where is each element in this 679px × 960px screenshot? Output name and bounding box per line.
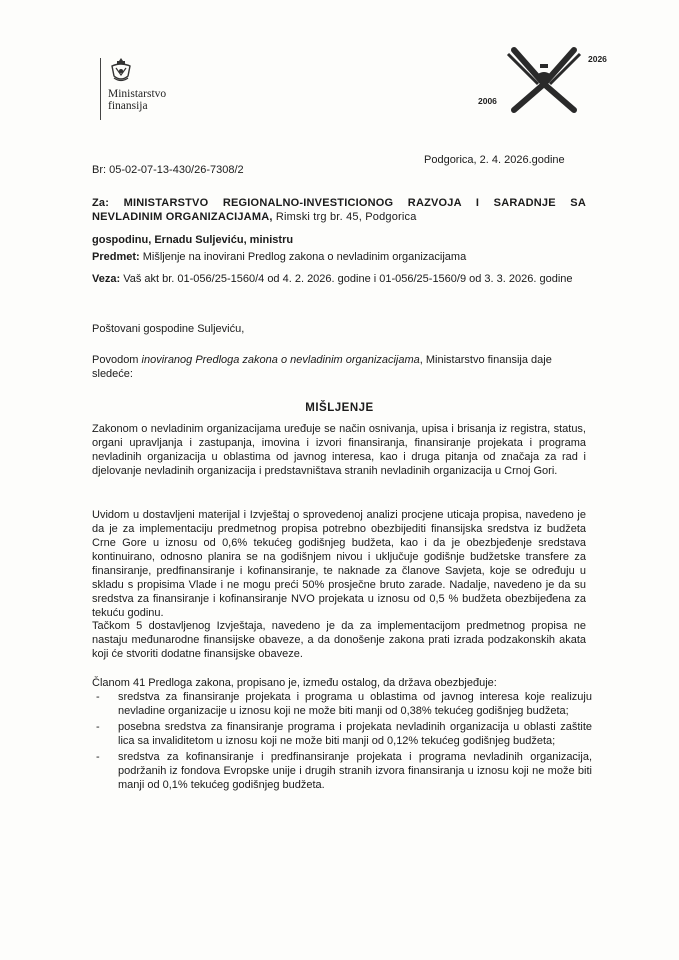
paragraph-3: Tačkom 5 dostavljenog Izvještaja, navedeno je da za implementacijom predmetnog propisa ne nastaju međunarodne finansijske obaveze, a da donošenje zakona prati izrada podzakonskih akata koji će stvoriti dodatne finansijske obaveze. — [92, 620, 586, 660]
subject-line — [92, 250, 586, 264]
bullet-text: sredstva za finansiranje projekata i programa u oblastima od javnog interesa koje realizuju nevladine organizacije u iznosu koji ne može biti manji od 0,38% tekućeg godišnjeg budžeta; — [118, 691, 592, 717]
bullet-marker: - — [96, 751, 100, 763]
bullet-text: posebna sredstva za finansiranje programa i projekata nevladinih organizacija u oblasti zaštite lica sa invaliditetom u iznosu koji ne može biti manji od 0,12% tekućeg godišnjeg budžeta; — [118, 721, 592, 747]
list-item — [92, 750, 592, 792]
list-item — [92, 690, 592, 718]
paragraph-2: Uvidom u dostavljeni materijal i Izvještaj o sprovedenoj analizi procjene uticaja propisa, navedeno je da je za implementaciju predmetnog propisa potrebno obezbijediti finansijska sredstva iz budžeta Crne Gore u iznosu od 0,6% tekućeg godišnjeg budžeta, kao i da je obezbjeđenje sredstava kontinuirano, odnosno planira se na godišnjem nivou i uključuje godišnje budžetske transfere za finansiranje, predfinansiranje i kofinansiranje, te naknade za članove Savjeta, koje se određuju u skladu s propisima Vlade i ne mogu preći 50% prosječne bruto zarade. Nadalje, navedeno je da su sredstva za finansiranje i kofinansiranje NVO projekata u iznosu od 0,5 % budžeta obezbijeđena za tekuću godinu. — [92, 509, 586, 619]
document-date: Podgorica, 2. 4. 2026.godine — [424, 154, 565, 166]
reference-docs-label: Veza: — [92, 273, 121, 285]
bullet-text: sredstva za kofinansiranje i predfinansiranje projekata i programa nevladinih organizacija, podržanih iz fondova Evropske unije i drugih stranih izvora finansiranja u iznosu koji ne može biti manji od 0,1% tekućeg godišnjeg budžeta. — [118, 751, 592, 791]
opinion-heading: MIŠLJENJE — [305, 402, 374, 414]
recipient-line: gospodinu, Ernadu Suljeviću, ministru — [92, 234, 294, 246]
intro-paragraph — [92, 353, 586, 381]
addressee-address: Rimski trg br. 45, Podgorica — [272, 211, 417, 223]
document-reference: Br: 05-02-07-13-430/26-7308/2 — [92, 164, 244, 176]
addressee-label: Za: — [92, 197, 110, 209]
addressee-line — [92, 196, 586, 224]
reference-docs-line — [92, 272, 586, 286]
subject-text: Mišljenje na inovirani Predlog zakona o nevladinim organizacijama — [139, 251, 467, 263]
ministry-line-1: Ministarstvo — [108, 88, 167, 100]
ministry-name — [108, 88, 166, 112]
list-item — [92, 720, 592, 748]
paragraph-4: Članom 41 Predloga zakona, propisano je, između ostalog, da država obezbjeđuje: — [92, 677, 497, 689]
header-divider — [100, 58, 101, 120]
montenegro-crest-icon — [108, 56, 134, 86]
bullet-marker: - — [96, 691, 100, 703]
addressee-name: MINISTARSTVO REGIONALNO-INVESTICIONOG RAZVOJA I SARADNJE SA NEVLADINIM ORGANIZACIJAMA, — [92, 197, 586, 223]
anniversary-year-start: 2006 — [478, 96, 497, 106]
subject-label: Predmet: — [92, 251, 140, 263]
bullet-list — [92, 690, 592, 794]
bullet-marker: - — [96, 721, 100, 733]
ministry-line-2: finansija — [108, 100, 148, 112]
anniversary-year-end: 2026 — [588, 54, 607, 64]
intro-italic: inoviranog Predloga zakona o nevladinim organizacijama — [141, 354, 420, 366]
intro-before: Povodom — [92, 354, 142, 366]
reference-docs-text: Vaš akt br. 01-056/25-1560/4 od 4. 2. 2026. godine i 01-056/25-1560/9 od 3. 3. 2026. godine — [120, 273, 573, 285]
salutation: Poštovani gospodine Suljeviću, — [92, 323, 245, 335]
addressee-block — [92, 196, 586, 224]
intro-after: , Ministarstvo finansija daje sledeće: — [92, 354, 552, 380]
paragraph-1: Zakonom o nevladinim organizacijama uređuje se način osnivanja, upisa i brisanja iz registra, status, organi upravljanja i zastupanja, imovina i izvori finansiranja, finansiranje projekata i programa nevladinih organizacija u oblastima od javnog interesa, kao i druga pitanja od značaja za rad i djelovanje nevladinih organizacija i predstavništava stranih nevladinih organizacija u Crnoj Gori. — [92, 423, 586, 477]
